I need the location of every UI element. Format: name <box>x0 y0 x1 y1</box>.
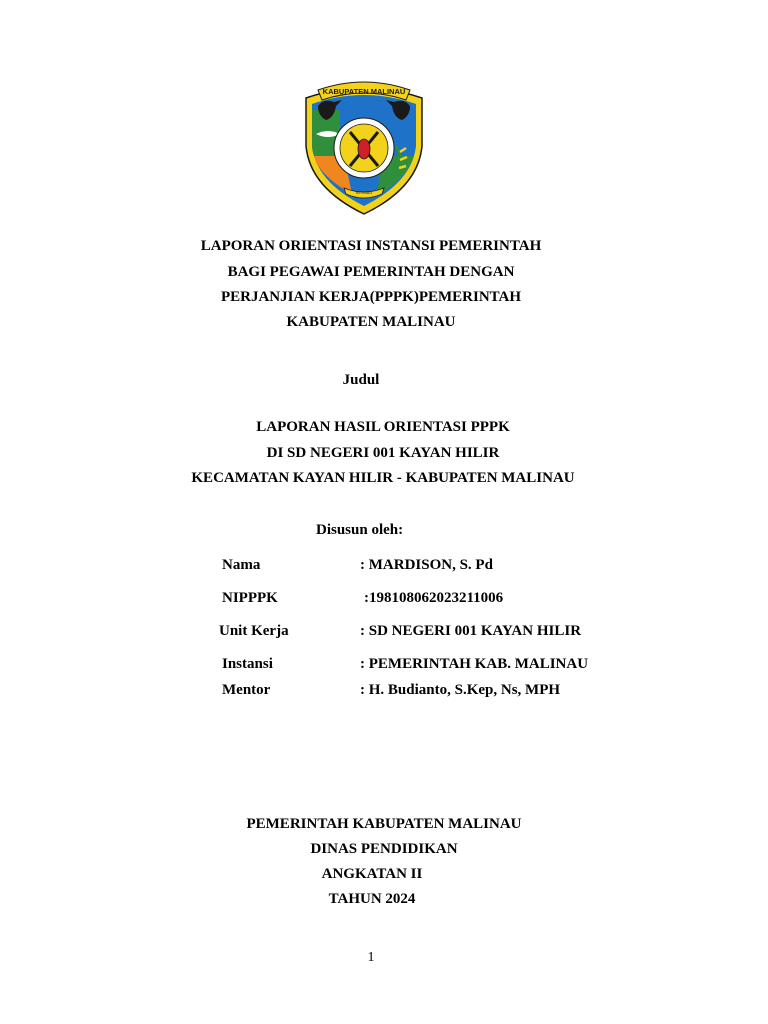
author-label: Disusun oleh: <box>316 522 404 538</box>
logo-motto-text: INTIMAU <box>355 190 373 195</box>
judul-line-3: KECAMATAN KAYAN HILIR - KABUPATEN MALINAU <box>191 470 575 486</box>
field-label-unit-kerja: Unit Kerja <box>219 623 289 639</box>
field-label-instansi: Instansi <box>222 656 273 672</box>
footer-line-2: DINAS PENDIDIKAN <box>310 841 458 857</box>
field-value-mentor: : H. Budianto, S.Kep, Ns, MPH <box>360 682 561 698</box>
judul-line-2: DI SD NEGERI 001 KAYAN HILIR <box>266 445 500 461</box>
field-value-nipppk: :198108062023211006 <box>364 590 504 606</box>
judul-line-1: LAPORAN HASIL ORIENTASI PPPK <box>256 419 510 435</box>
footer-line-1: PEMERINTAH KABUPATEN MALINAU <box>246 816 522 832</box>
field-label-mentor: Mentor <box>222 682 271 698</box>
header-line-1: LAPORAN ORIENTASI INSTANSI PEMERINTAH <box>200 238 542 254</box>
field-label-nama: Nama <box>222 557 261 573</box>
page-number: 1 <box>367 950 375 965</box>
field-value-instansi: : PEMERINTAH KAB. MALINAU <box>360 656 589 672</box>
field-value-nama: : MARDISON, S. Pd <box>360 557 493 573</box>
footer-line-3: ANGKATAN II <box>321 866 423 882</box>
judul-label: Judul <box>342 372 380 388</box>
header-line-3: PERJANJIAN KERJA(PPPK)PEMERINTAH <box>220 289 522 305</box>
header-line-2: BAGI PEGAWAI PEMERINTAH DENGAN <box>227 264 515 280</box>
field-label-nipppk: NIPPPK <box>222 590 278 606</box>
header-line-4: KABUPATEN MALINAU <box>286 314 456 330</box>
footer-line-4: TAHUN 2024 <box>328 891 416 907</box>
logo-banner-text: KABUPATEN MALINAU <box>322 87 406 96</box>
kabupaten-malinau-coat-of-arms-logo <box>300 76 428 216</box>
field-value-unit-kerja: : SD NEGERI 001 KAYAN HILIR <box>360 623 582 639</box>
